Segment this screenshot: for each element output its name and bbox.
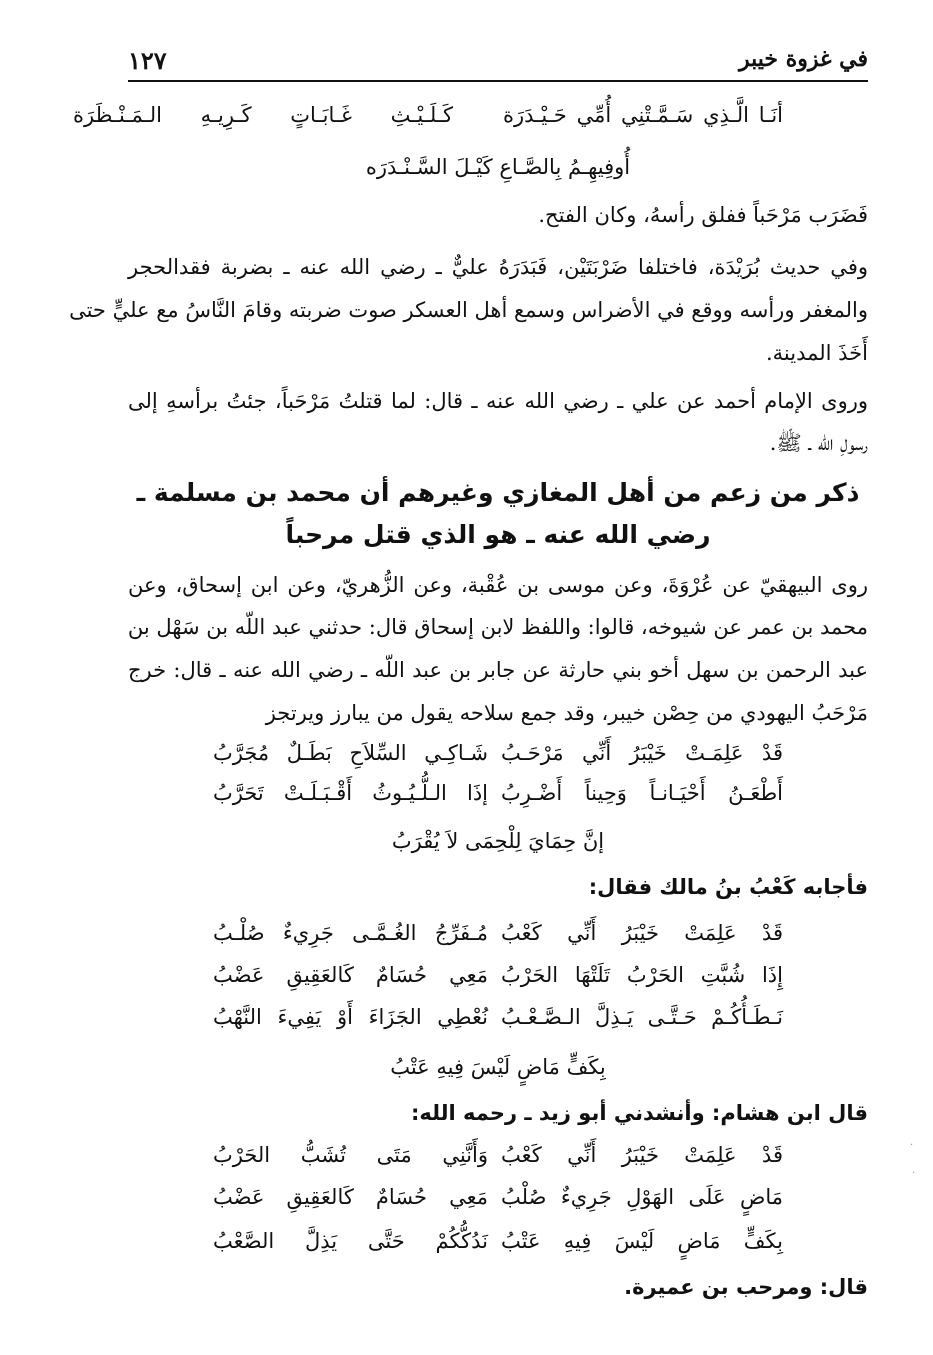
label-ibn-hisham: قال ابن هشام: وأنشدني أبو زيد ـ رحمه الله: <box>410 1101 868 1125</box>
verse2-hemistich-1-left: شَـاكِـي السِّلاَحِ بَطَـلٌ مُجَرَّبُ <box>213 741 488 765</box>
paragraph-2-line-3: أَخَذَ المدينة. <box>765 341 868 365</box>
verse2-single-line: إنَّ حِمَايَ لِلْحِمَى لاَ يُقْرَبُ <box>391 829 605 853</box>
scan-speck: · <box>910 1140 914 1151</box>
section-heading-line-2: رضي الله عنه ـ هو الذي قتل مرحباً <box>285 520 711 549</box>
running-head: في غزوة خيبر <box>739 46 868 72</box>
verse4-hemistich-2-right: مَاضٍ عَلَى الهَوْلِ جَرِيءٌ صُلْبُ <box>501 1185 783 1209</box>
verse4-hemistich-1-right: قَدْ عَلِمَتْ خَيْبَرُ أَنِّي كَعْبُ <box>501 1143 783 1167</box>
verse3-hemistich-1-right: قَدْ عَلِمَتْ خَيْبَرُ أَنِّي كَعْبُ <box>501 921 783 945</box>
verse2-hemistich-1-right: قَدْ عَلِمَـتْ خَيْبَرُ أَنِّي مَرْحَـبُ <box>501 741 783 765</box>
scan-speck: · <box>912 1168 916 1179</box>
verse4-hemistich-1-left: وَأَنَّنِي مَتَى تُشَبُّ الحَرْبُ <box>213 1143 488 1167</box>
paragraph-4-line-4: مَرْحَبُ اليهودي من حِصْن خيبر، وقد جمع سلاحه يقول من يبارز ويرتجز <box>265 701 868 725</box>
paragraph-3-line-2: رسولِ الله ـ ﷺ. <box>769 431 868 455</box>
verse3-hemistich-2-right: إِذَا شُبَّتِ الحَرْبُ تَلَتْهَا الحَرْبُ <box>501 963 783 987</box>
paragraph-2-line-2: والمغفر ورأسه ووقع في الأضراس وسمع أهل العسكر صوت ضربته وقامَ النَّاسُ مع عليٍّ حتى <box>69 298 868 322</box>
verse2-hemistich-2-right: أَطْعَـنُ أَحْيَـانـاً وَحِيناً أَضْـرِبُ <box>501 781 783 805</box>
paragraph-4-line-2: محمد بن عمر عن شيوخه، قالوا: واللفظ لابن إسحاق قال: حدثني عبد اللّه بن سَهْل بن <box>127 615 868 639</box>
verse3-hemistich-1-left: مُـفَرِّجُ الغُـمَّـى جَرِيءٌ صُلْـبُ <box>213 921 488 945</box>
verse4-hemistich-3-left: نَدُكُّكُمْ حَتَّى يَذِلَّ الصَّعْبُ <box>213 1229 488 1253</box>
section-heading-line-1: ذكر من زعم من أهل المغازي وغيرهم أن محمد بن مسلمة ـ <box>136 478 860 507</box>
verse2-hemistich-2-left: إذَا الـلُّـيُـوثُ أَقْـبَـلَـتْ تَحَرَّبُ <box>213 781 488 805</box>
page-header <box>128 40 868 82</box>
verse1-hemistich-1-right: أنَـا الَّـذِي سَـمَّـتْنِي أُمِّي حَـيْـدَرَة <box>503 103 783 127</box>
verse4-hemistich-2-left: مَعِي حُسَامٌ كَالعَقِيقِ عَضْبُ <box>213 1185 488 1209</box>
verse1-hemistich-1-left: كَـلَـيْـثِ غَـابَـاتٍ كَـرِيـهِ الـمَـنْـظَرَة <box>73 103 453 127</box>
paragraph-4-line-1: روى البيهقيّ عن عُرْوَةَ، وعن موسى بن عُقْبة، وعن الزُّهريّ، وعن ابن إسحاق، وعن <box>128 573 868 597</box>
paragraph-2-line-1: وفي حديث بُرَيْدَة، فاختلفا ضَرْبَتَيْن، فَبَدَرَهُ عليٌّ ـ رضي الله عنه ـ بضربة فقدالحجر <box>128 255 868 279</box>
verse3-hemistich-3-right: نَـطَـأُكُـمْ حَـتَّـى يَـذِلَّ الـصَّـعْـبُ <box>501 1005 783 1029</box>
closing-line: قال: ومرحب بن عميرة. <box>624 1275 868 1299</box>
verse3-single-line: بِكَفٍّ مَاضٍ لَيْسَ فِيهِ عَتْبُ <box>390 1055 606 1079</box>
verse4-hemistich-3-right: بِكَفٍّ مَاضٍ لَيْسَ فِيهِ عَتْبُ <box>501 1229 783 1253</box>
verse3-hemistich-3-left: نُعْطِي الجَزَاءَ أَوْ يَفِيءَ النَّهْبُ <box>213 1005 488 1029</box>
verse3-hemistich-2-left: مَعِي حُسَامٌ كَالعَقِيقِ عَضْبُ <box>213 963 488 987</box>
page-number: ١٢٧ <box>128 46 167 75</box>
paragraph-4-line-3: عبد الرحمن بن سهل أخو بني حارثة عن جابر بن عبد اللّه ـ رضي الله عنه ـ قال: خرج <box>128 658 868 682</box>
paragraph-3-line-1: وروى الإمام أحمد عن علي ـ رضي الله عنه ـ قال: لما قتلتُ مَرْحَباً، جئتُ برأسهِ إلى <box>128 389 868 413</box>
label-kaab-reply: فأجابه كَعْبُ بنُ مالك فقال: <box>588 875 868 899</box>
paragraph-1: فَضَرَب مَرْحَباً ففلق رأسهُ، وكان الفتح. <box>538 203 868 227</box>
verse1-single-line: أُوفِيهِـمُ بِالصَّـاعِ كَيْـلَ السَّـنْـدَرَه <box>365 155 631 179</box>
